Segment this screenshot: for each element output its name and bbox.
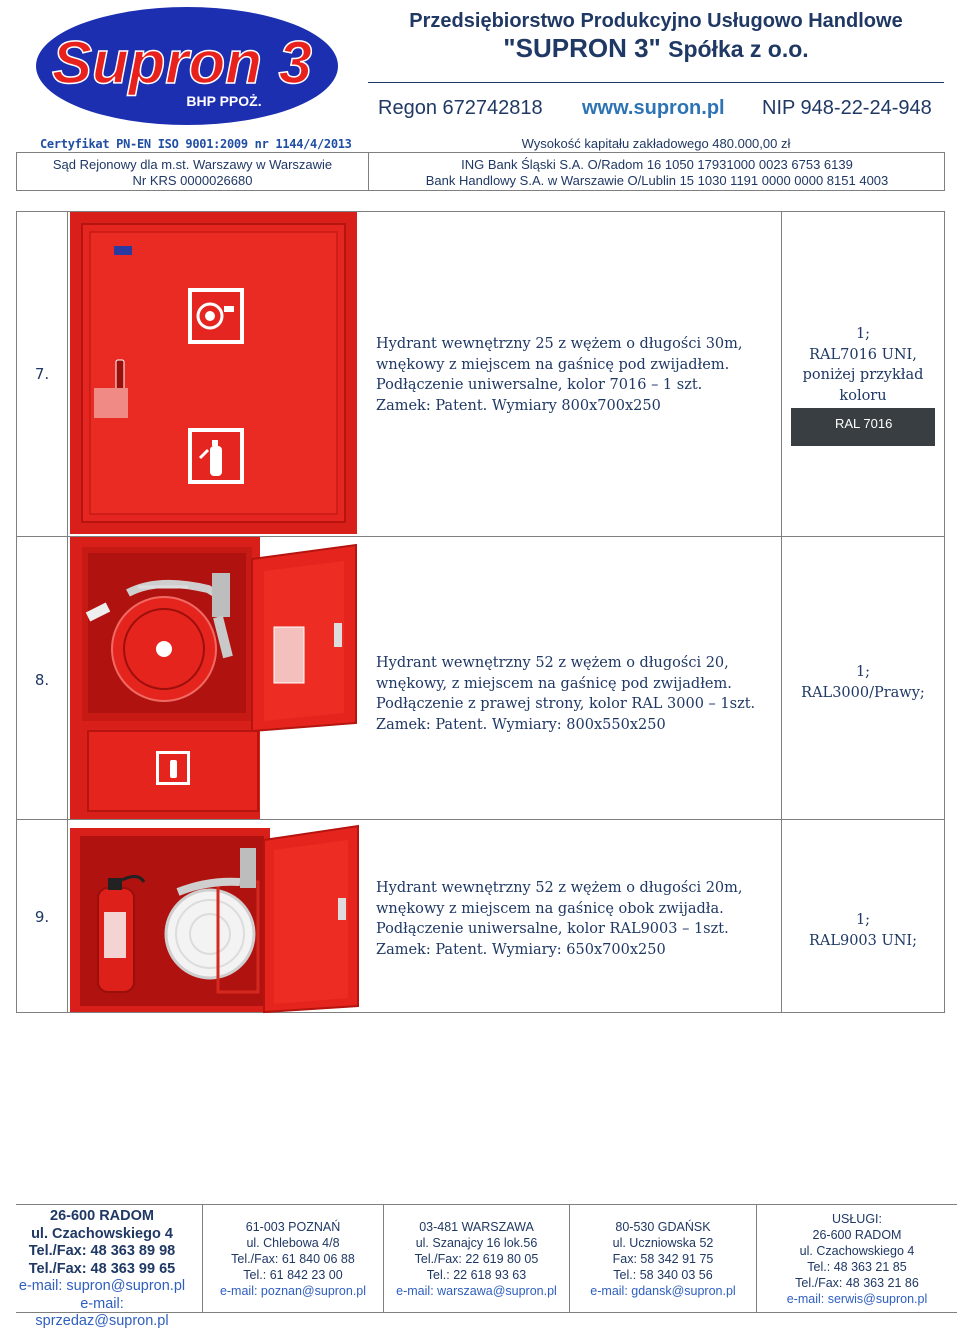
bank-info: ING Bank Śląski S.A. O/Radom 16 1050 17931000 0023 6753 6139 Bank Handlowy S.A. w Warszawie O/Lublin 15 1030 1191 0000 0000 8151 4003: [425, 157, 889, 188]
item-description: Hydrant wewnętrzny 52 z wężem o długości 20m, wnękowy z miejscem na gaśnicę obok zwijadła. Podłączenie uniwersalne, kolor RAL9003 – 1szt. Zamek: Patent. Wymiary: 650x700x250: [376, 880, 743, 958]
company-name-line1: Przedsiębiorstwo Produkcyjno Usługowo Handlowe: [409, 10, 903, 32]
branch-warszawa: 03-481 WARSZAWA ul. Szanajcy 16 lok.56 Tel./Fax: 22 619 80 05 Tel.: 22 618 93 63 e-mail: warszawa@supron.pl: [383, 1205, 569, 1312]
item-quantity: 1; RAL3000/Prawy;: [801, 664, 925, 701]
email-link[interactable]: e-mail: gdansk@supron.pl: [590, 1284, 736, 1298]
item-number: 9.: [34, 908, 50, 926]
item-quantity: 1; RAL9003 UNI;: [808, 912, 918, 949]
item-number: 8.: [34, 671, 50, 689]
item-description: Hydrant wewnętrzny 52 z wężem o długości 20, wnękowy, z miejscem na gaśnicę pod zwijadłem. Podłączenie z prawej strony, kolor RAL 3000 – 1szt. Zamek: Patent. Wymiary: 800x550x250: [376, 655, 756, 733]
email-link[interactable]: e-mail: supron@supron.pl: [18, 1278, 186, 1294]
hydrant-cabinet-photo: [68, 537, 360, 824]
branch-poznan: 61-003 POZNAŃ ul. Chlebowa 4/8 Tel./Fax: 61 840 06 88 Tel.: 61 842 23 00 e-mail: poznan@supron.pl: [202, 1205, 383, 1312]
footer-branches: [16, 1204, 957, 1329]
company-name-line2: "SUPRON 3" Spółka z o.o.: [503, 33, 809, 63]
email-link[interactable]: e-mail: warszawa@supron.pl: [396, 1284, 557, 1298]
table-row: [17, 820, 944, 1012]
company-name: [368, 10, 944, 64]
hydrant-cabinet-photo: [68, 212, 360, 541]
registration-box: [16, 152, 945, 191]
branch-radom: 26-600 RADOM ul. Czachowskiego 4 Tel./Fax: 48 363 89 98 Tel./Fax: 48 363 99 65 e-mail: supron@supron.pl e-mail: sprzedaz@supron.pl: [16, 1205, 188, 1312]
color-swatch: RAL 7016: [791, 408, 935, 446]
email-link[interactable]: e-mail: serwis@supron.pl: [786, 1292, 928, 1306]
product-table: [16, 211, 945, 1013]
item-quantity: 1; RAL7016 UNI, poniżej przykład koloru RAL 7016: [782, 324, 944, 446]
header-rule: [368, 82, 944, 83]
website-link[interactable]: www.supron.pl: [582, 97, 725, 119]
hydrant-cabinet-photo: [68, 822, 360, 1017]
table-row: [17, 537, 944, 819]
email-link[interactable]: e-mail: sprzedaz@supron.pl: [35, 1295, 169, 1329]
iso-certificate: Certyfikat PN-EN ISO 9001:2009 nr 1144/4/2013: [40, 137, 352, 151]
logo-wordmark: Supron 3: [51, 29, 313, 96]
branch-uslugi: USŁUGI: 26-600 RADOM ul. Czachowskiego 4 Tel.: 48 363 21 85 Tel./Fax: 48 363 21 86 e-mail: serwis@supron.pl: [756, 1205, 957, 1312]
regon-number: Regon 672742818: [378, 97, 543, 119]
court-info: Sąd Rejonowy dla m.st. Warszawy w Warszawie Nr KRS 0000026680: [52, 157, 333, 188]
share-capital: Wysokość kapitału zakładowego 480.000,00 zł: [521, 136, 791, 151]
item-description: Hydrant wewnętrzny 25 z wężem o długości 30m, wnękowy z miejscem na gaśnicę pod zwijadłem. Podłączenie uniwersalne, kolor 7016 – 1 szt. Zamek: Patent. Wymiary 800x700x250: [376, 336, 743, 414]
table-row: [17, 212, 944, 536]
company-logo: [34, 5, 340, 127]
logo-subtitle: BHP PPOŻ.: [186, 93, 262, 109]
item-number: 7.: [34, 365, 50, 383]
nip-number: NIP 948-22-24-948: [762, 97, 932, 119]
branch-gdansk: 80-530 GDAŃSK ul. Uczniowska 52 Fax: 58 342 91 75 Tel.: 58 340 03 56 e-mail: gdansk@supron.pl: [569, 1205, 756, 1312]
email-link[interactable]: e-mail: poznan@supron.pl: [219, 1284, 367, 1298]
